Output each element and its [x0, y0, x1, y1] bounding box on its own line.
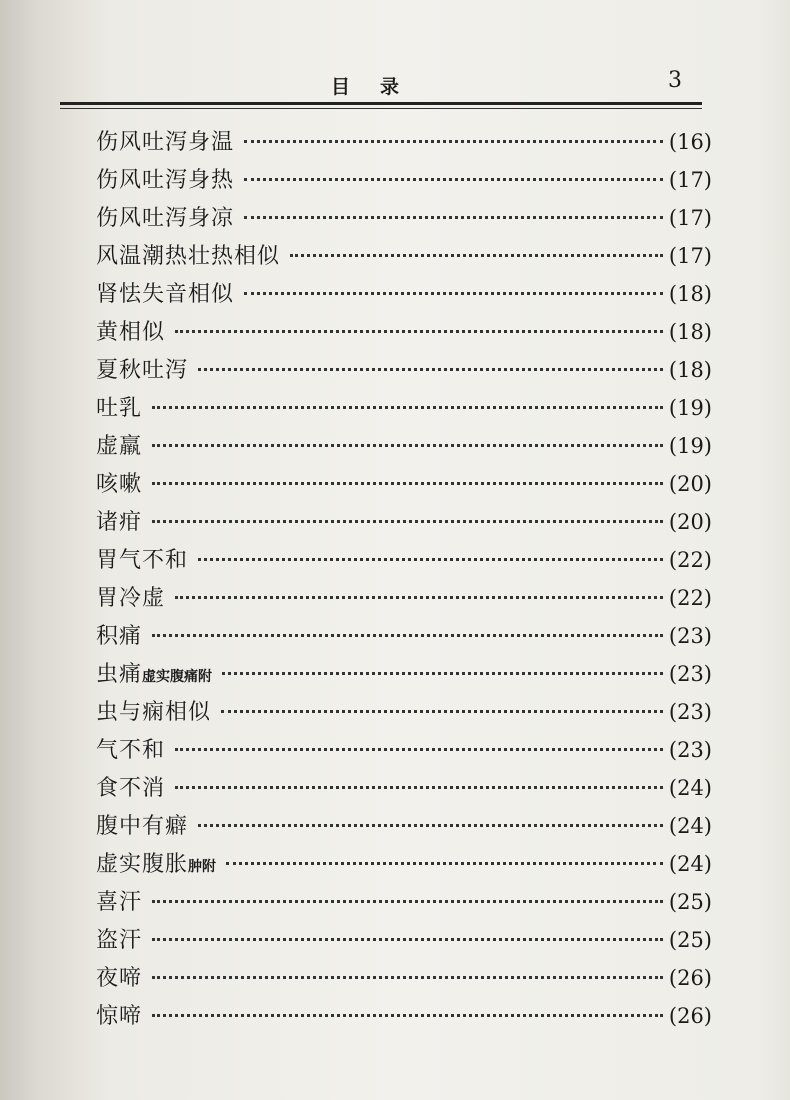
toc-entry-title: 夏秋吐泻: [96, 358, 189, 383]
dot-leader: [152, 1014, 663, 1017]
dot-leader: [152, 444, 663, 447]
dot-leader: [244, 216, 663, 219]
toc-entry-title: 风温潮热壮热相似: [96, 244, 281, 269]
toc-entry-title: 食不消: [96, 776, 166, 801]
dot-leader: [175, 330, 663, 333]
toc-entry-page: (23): [668, 624, 712, 648]
toc-entry-title: 虫与痫相似: [96, 700, 212, 725]
toc-entry: [96, 503, 712, 541]
dot-leader: [152, 900, 663, 903]
toc-entry: [96, 997, 712, 1035]
toc-entry-title: 伤风吐泻身温: [96, 130, 235, 155]
toc-entry-title: 伤风吐泻身凉: [96, 206, 235, 231]
toc-entry: [96, 123, 712, 161]
dot-leader: [198, 824, 663, 827]
dot-leader: [221, 710, 663, 713]
toc-entry-title: 喜汗: [96, 890, 143, 915]
toc-entry-title: 黄相似: [96, 320, 166, 345]
toc-entry-page: (26): [668, 966, 712, 990]
dot-leader: [175, 786, 663, 789]
toc-entry: [96, 313, 712, 351]
toc-entry-page: (24): [668, 814, 712, 838]
toc-entry: [96, 351, 712, 389]
toc-entry: [96, 389, 712, 427]
toc-entry: [96, 693, 712, 731]
toc-entry: [96, 807, 712, 845]
toc-entry-page: (16): [668, 130, 712, 154]
toc-entry-page: (18): [668, 358, 712, 382]
header-rule-thick: [60, 102, 702, 105]
toc-entry-page: (22): [668, 548, 712, 572]
dot-leader: [222, 672, 663, 675]
toc-entry-note: 肿附: [188, 859, 217, 875]
toc-entry-title: 夜啼: [96, 966, 143, 991]
toc-entry-title: 腹中有癖: [96, 814, 189, 839]
toc-entry: [96, 275, 712, 313]
toc-entry: [96, 465, 712, 503]
toc-entry-page: (18): [668, 282, 712, 306]
dot-leader: [198, 368, 663, 371]
toc-entry: [96, 959, 712, 997]
running-header: [60, 66, 700, 100]
dot-leader: [290, 254, 663, 257]
toc-entry: [96, 541, 712, 579]
toc-entry-title: 盗汗: [96, 928, 143, 953]
toc-entry: [96, 845, 712, 883]
toc-entry-title: 胃冷虚: [96, 586, 166, 611]
dot-leader: [152, 634, 663, 637]
toc-entry-page: (19): [668, 434, 712, 458]
toc-entry: [96, 617, 712, 655]
page-number: 3: [668, 68, 682, 93]
toc-entry: [96, 655, 712, 693]
dot-leader: [152, 938, 663, 941]
toc-entry-page: (19): [668, 396, 712, 420]
header-rule-thin: [60, 108, 702, 109]
toc-entry-page: (17): [668, 244, 712, 268]
toc-entry-page: (20): [668, 472, 712, 496]
toc-entry-page: (18): [668, 320, 712, 344]
toc-entry-title: 虚实腹胀: [96, 852, 189, 877]
toc-entry: [96, 237, 712, 275]
dot-leader: [226, 862, 663, 865]
toc-entry-page: (17): [668, 168, 712, 192]
dot-leader: [244, 178, 663, 181]
toc-entry: [96, 883, 712, 921]
toc-entry: [96, 731, 712, 769]
toc-entry-title: 积痛: [96, 624, 143, 649]
toc-entry-note: 虚实腹痛附: [142, 669, 213, 685]
dot-leader: [244, 292, 663, 295]
toc-entry: [96, 579, 712, 617]
toc-entry-title: 伤风吐泻身热: [96, 168, 235, 193]
toc-entry-page: (23): [668, 738, 712, 762]
toc-entry-title: 气不和: [96, 738, 166, 763]
toc-entry-title: 胃气不和: [96, 548, 189, 573]
toc-entry: [96, 161, 712, 199]
toc-entry: [96, 427, 712, 465]
toc-entry-title: 肾怯失音相似: [96, 282, 235, 307]
toc-entry: [96, 199, 712, 237]
dot-leader: [175, 748, 663, 751]
dot-leader: [152, 406, 663, 409]
toc-entry-page: (23): [668, 662, 712, 686]
dot-leader: [152, 976, 663, 979]
dot-leader: [152, 482, 663, 485]
toc-entry-page: (23): [668, 700, 712, 724]
table-of-contents: [96, 123, 712, 1035]
toc-entry-title: 咳嗽: [96, 472, 143, 497]
dot-leader: [244, 140, 663, 143]
toc-entry-title: 吐乳: [96, 396, 143, 421]
toc-entry-page: (25): [668, 928, 712, 952]
toc-entry-page: (24): [668, 852, 712, 876]
header-title: 目录: [330, 76, 429, 98]
toc-entry-title: 虚羸: [96, 434, 143, 459]
toc-entry: [96, 921, 712, 959]
toc-entry: [96, 769, 712, 807]
toc-entry-title: 惊啼: [96, 1004, 143, 1029]
toc-entry-title: 诸疳: [96, 510, 143, 535]
toc-entry-page: (26): [668, 1004, 712, 1028]
toc-entry-title: 虫痛: [96, 662, 143, 687]
dot-leader: [175, 596, 663, 599]
dot-leader: [198, 558, 663, 561]
dot-leader: [152, 520, 663, 523]
toc-entry-page: (17): [668, 206, 712, 230]
toc-entry-page: (25): [668, 890, 712, 914]
toc-entry-page: (22): [668, 586, 712, 610]
toc-entry-page: (24): [668, 776, 712, 800]
toc-entry-page: (20): [668, 510, 712, 534]
